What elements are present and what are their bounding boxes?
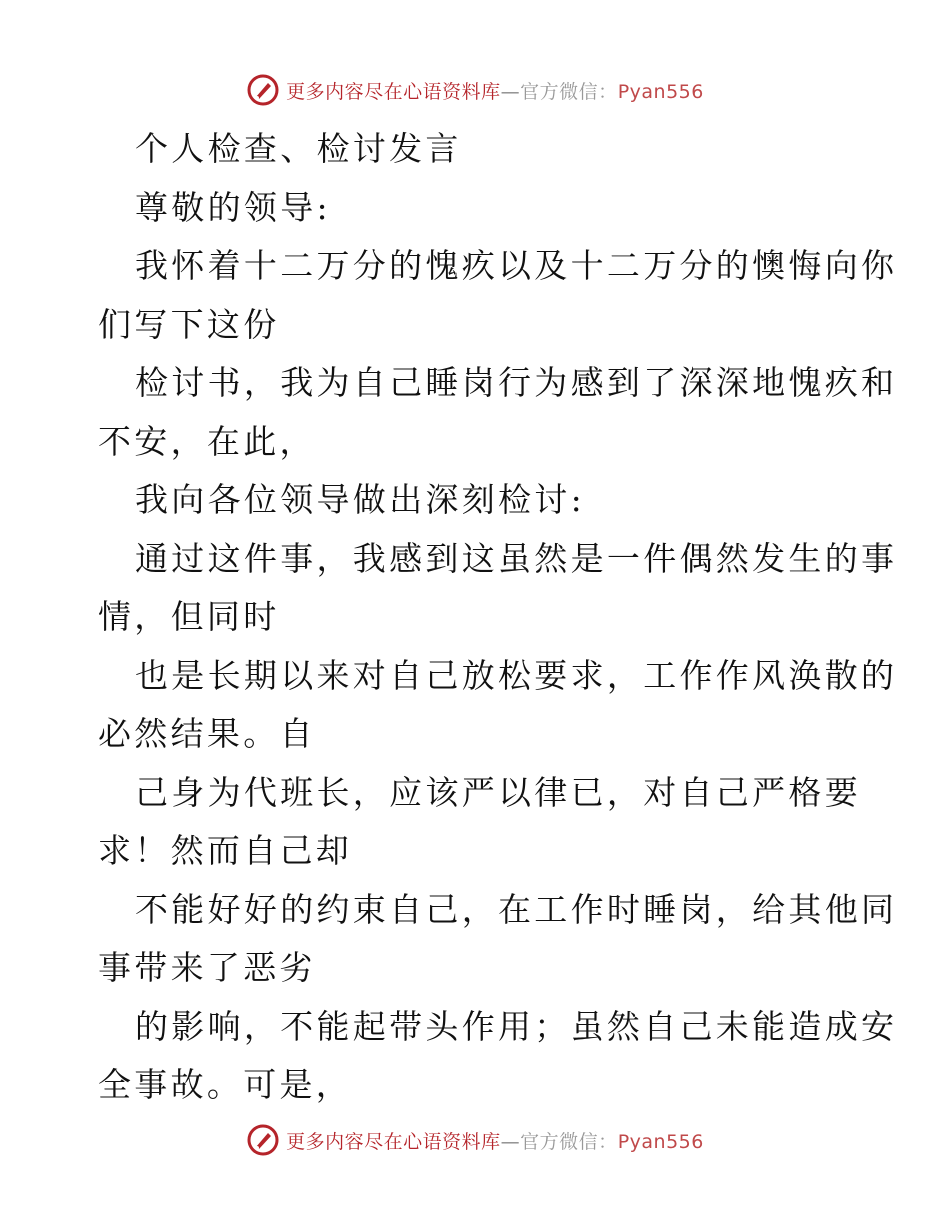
body-line: 也是长期以来对自己放松要求，工作作风涣散的 — [135, 655, 898, 695]
body-line: 求！然而自己却 — [98, 831, 353, 870]
document-title: 个人检查、检讨发言 — [135, 129, 462, 168]
banner-text — [286, 1127, 704, 1154]
banner-wechat-label: 官方微信： — [520, 80, 618, 103]
banner-wechat-id: Pyan556 — [617, 1130, 704, 1153]
body-line: 全事故。可是， — [98, 1065, 353, 1104]
body-line: 不安，在此， — [98, 421, 316, 461]
pen-nib-logo-icon — [246, 73, 280, 107]
body-line: 通过这件事，我感到这虽然是一件偶然发生的事 — [135, 538, 898, 578]
footer-banner — [0, 1120, 950, 1160]
body-line: 我向各位领导做出深刻检讨: — [135, 480, 586, 519]
body-line: 检讨书，我为自己睡岗行为感到了深深地愧疚和 — [135, 363, 898, 402]
body-line: 必然结果。自 — [98, 714, 316, 753]
document-body — [98, 120, 898, 1115]
body-line: 我怀着十二万分的愧疚以及十二万分的懊悔向你 — [135, 246, 898, 285]
banner-main-text: 更多内容尽在心语资料库 — [286, 80, 501, 103]
banner-wechat-id: Pyan556 — [617, 80, 704, 103]
banner-separator: — — [500, 80, 521, 103]
body-line: 不能好好的约束自己，在工作时睡岗，给其他同 — [135, 889, 898, 929]
pen-nib-logo-icon — [246, 1123, 280, 1157]
banner-wechat-label: 官方微信： — [520, 1130, 618, 1153]
body-line: 们写下这份 — [98, 304, 280, 344]
banner-text — [286, 77, 704, 104]
header-banner — [0, 70, 950, 110]
banner-main-text: 更多内容尽在心语资料库 — [286, 1130, 501, 1153]
body-line: 情，但同时 — [98, 597, 280, 636]
salutation: 尊敬的领导: — [135, 187, 331, 227]
body-line: 事带来了恶劣 — [98, 948, 316, 987]
body-line: 的影响，不能起带头作用；虽然自己未能造成安 — [135, 1006, 898, 1046]
banner-separator: — — [500, 1130, 521, 1153]
body-line: 己身为代班长，应该严以律已，对自己严格要 — [135, 772, 861, 812]
